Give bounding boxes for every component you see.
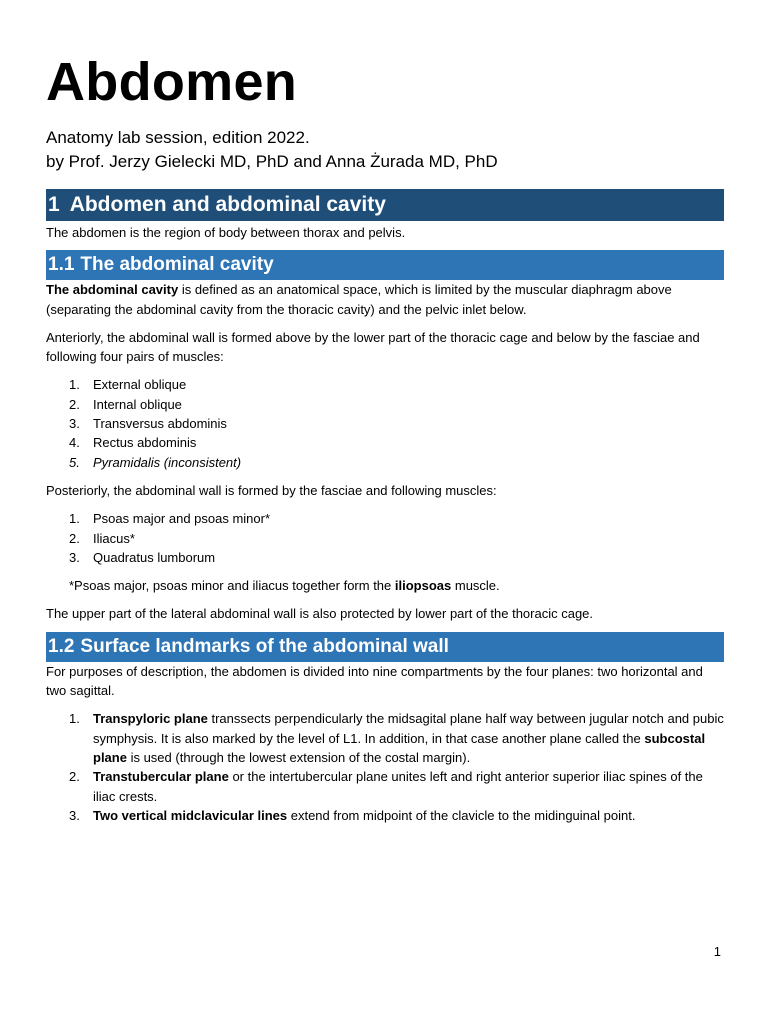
section-1-number: 1 xyxy=(48,193,60,216)
document-title: Abdomen xyxy=(46,52,298,112)
list-item: 4. Rectus abdominis xyxy=(69,435,197,451)
compartments-paragraph: For purposes of description, the abdomen is divided into nine compartments by the four planes: two horizontal and two sagittal. xyxy=(46,663,703,699)
iliopsoas-note: *Psoas major, psoas minor and iliacus together form the iliopsoas muscle. xyxy=(69,578,500,594)
subtitle-edition: Anatomy lab session, edition 2022. xyxy=(46,128,310,147)
list-item: 1. Psoas major and psoas minor* xyxy=(69,511,271,527)
list-item: 5. Pyramidalis (inconsistent) xyxy=(69,454,242,470)
list-item: 3. Two vertical midclavicular lines extend from midpoint of the clavicle to the midinguinal point. xyxy=(69,807,636,823)
document-page xyxy=(46,50,724,825)
list-item: 2. Transtubercular plane or the intertubercular plane unites left and right anterior superior iliac spines of the iliac crests. xyxy=(69,769,703,804)
list-item: 2. Internal oblique xyxy=(69,396,182,412)
list-item: 1. Transpyloric plane transsects perpendicularly the midsagital plane half way between jugular notch and pubic symphysis. It is also marked by the level of L1. In addition, in that case another plane called the subcostal plane is used (through the lowest extension of the costal margin). xyxy=(69,711,724,765)
section-1-2-number: 1.2 xyxy=(48,635,75,657)
section-1-1-title: The abdominal cavity xyxy=(80,254,274,276)
section-1-heading xyxy=(46,189,724,221)
section-1-2-heading xyxy=(46,632,724,662)
anterior-wall-paragraph: Anteriorly, the abdominal wall is formed above by the lower part of the thoracic cage and below by the fasciae and following four pairs of muscles: xyxy=(46,329,700,365)
section-1-title: Abdomen and abdominal cavity xyxy=(69,193,386,216)
list-item: 3. Quadratus lumborum xyxy=(69,549,216,565)
list-item: 2. Iliacus* xyxy=(69,530,135,546)
list-item: 3. Transversus abdominis xyxy=(69,416,227,432)
anterior-muscles-list xyxy=(46,375,724,471)
planes-list xyxy=(46,709,724,825)
abdominal-cavity-term: The abdominal cavity xyxy=(46,282,179,298)
section-1-1-number: 1.1 xyxy=(48,254,75,276)
page-number: 1 xyxy=(713,944,721,959)
section-1-1-heading xyxy=(46,250,724,280)
abdominal-cavity-paragraph xyxy=(46,280,724,319)
section-1-intro: The abdomen is the region of body between thorax and pelvis. xyxy=(46,225,406,240)
lateral-wall-paragraph: The upper part of the lateral abdominal wall is also protected by lower part of the thoracic cage. xyxy=(46,606,594,622)
abdominal-cavity-definition: is defined as an anatomical space, which is limited by the muscular diaphragm above (separating the abdominal cavity from the thoracic cavity) and the pelvic inlet below. xyxy=(46,282,672,317)
posterior-muscles-list xyxy=(46,509,724,567)
subtitle-authors: by Prof. Jerzy Gielecki MD, PhD and Anna Żurada MD, PhD xyxy=(46,152,498,171)
section-1-2-title: Surface landmarks of the abdominal wall xyxy=(80,635,449,657)
list-item: 1. External oblique xyxy=(69,377,187,393)
posterior-wall-paragraph: Posteriorly, the abdominal wall is formed by the fasciae and following muscles: xyxy=(46,482,497,498)
